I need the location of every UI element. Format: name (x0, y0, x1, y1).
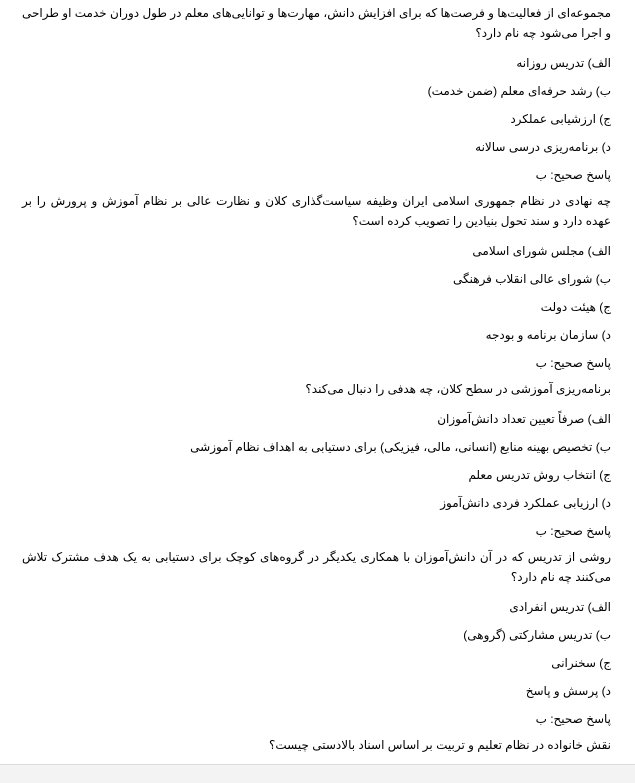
option-jim: ج) هیئت دولت (540, 300, 611, 314)
option-dal: د) پرسش و پاسخ (525, 684, 611, 698)
option-dal: د) ارزیابی عملکرد فردی دانش‌آموز (440, 496, 611, 510)
question-block-5 (22, 735, 611, 755)
option-be: ب) تخصیص بهینه منابع (انسانی، مالی، فیزیکی) برای دستیابی به اهداف نظام آموزشی (190, 440, 611, 454)
document-content (22, 3, 611, 763)
bottom-bar (0, 764, 635, 783)
option-alef: الف) تدریس انفرادی (509, 600, 611, 614)
question-text: برنامه‌ریزی آموزشی در سطح کلان، چه هدفی را دنبال می‌کند؟ (305, 382, 611, 396)
correct-answer: پاسخ صحیح: ب (535, 168, 611, 182)
option-be: ب) شورای عالی انقلاب فرهنگی (452, 272, 611, 286)
option-alef: الف) تدریس روزانه (516, 56, 611, 70)
option-dal: د) برنامه‌ریزی درسی سالانه (475, 140, 611, 154)
question-block-2 (22, 191, 611, 371)
question-text: نقش خانواده در نظام تعلیم و تربیت بر اساس اسناد بالادستی چیست؟ (269, 738, 611, 752)
option-jim: ج) انتخاب روش تدریس معلم (468, 468, 611, 482)
option-jim: ج) ارزشیابی عملکرد (510, 112, 611, 126)
option-be: ب) تدریس مشارکتی (گروهی) (463, 628, 611, 642)
correct-answer: پاسخ صحیح: ب (535, 524, 611, 538)
question-block-4 (22, 547, 611, 727)
correct-answer: پاسخ صحیح: ب (535, 356, 611, 370)
question-text: روشی از تدریس که در آن دانش‌آموزان با همکاری یکدیگر در گروه‌های کوچک برای دستیابی به یک هدف مشترک تلاش می‌کنند چه نام دارد؟ (22, 550, 611, 584)
option-be: ب) رشد حرفه‌ای معلم (ضمن خدمت) (427, 84, 611, 98)
option-alef: الف) صرفاً تعیین تعداد دانش‌آموزان (437, 412, 611, 426)
question-text: چه نهادی در نظام جمهوری اسلامی ایران وظیفه سیاست‌گذاری کلان و نظارت عالی بر نظام آموزش و پرورش را بر عهده دارد و سند تحول بنیادین را تصویب کرده است؟ (22, 194, 611, 228)
option-alef: الف) مجلس شورای اسلامی (472, 244, 611, 258)
correct-answer: پاسخ صحیح: ب (535, 712, 611, 726)
option-jim: ج) سخنرانی (551, 656, 611, 670)
question-block-3 (22, 379, 611, 539)
option-dal: د) سازمان برنامه و بودجه (485, 328, 611, 342)
question-text: مجموعه‌ای از فعالیت‌ها و فرصت‌ها که برای افزایش دانش، مهارت‌ها و توانایی‌های معلم در طول دوران خدمت او طراحی و اجرا می‌شود چه نام دارد؟ (22, 6, 611, 40)
question-block-1 (22, 3, 611, 183)
